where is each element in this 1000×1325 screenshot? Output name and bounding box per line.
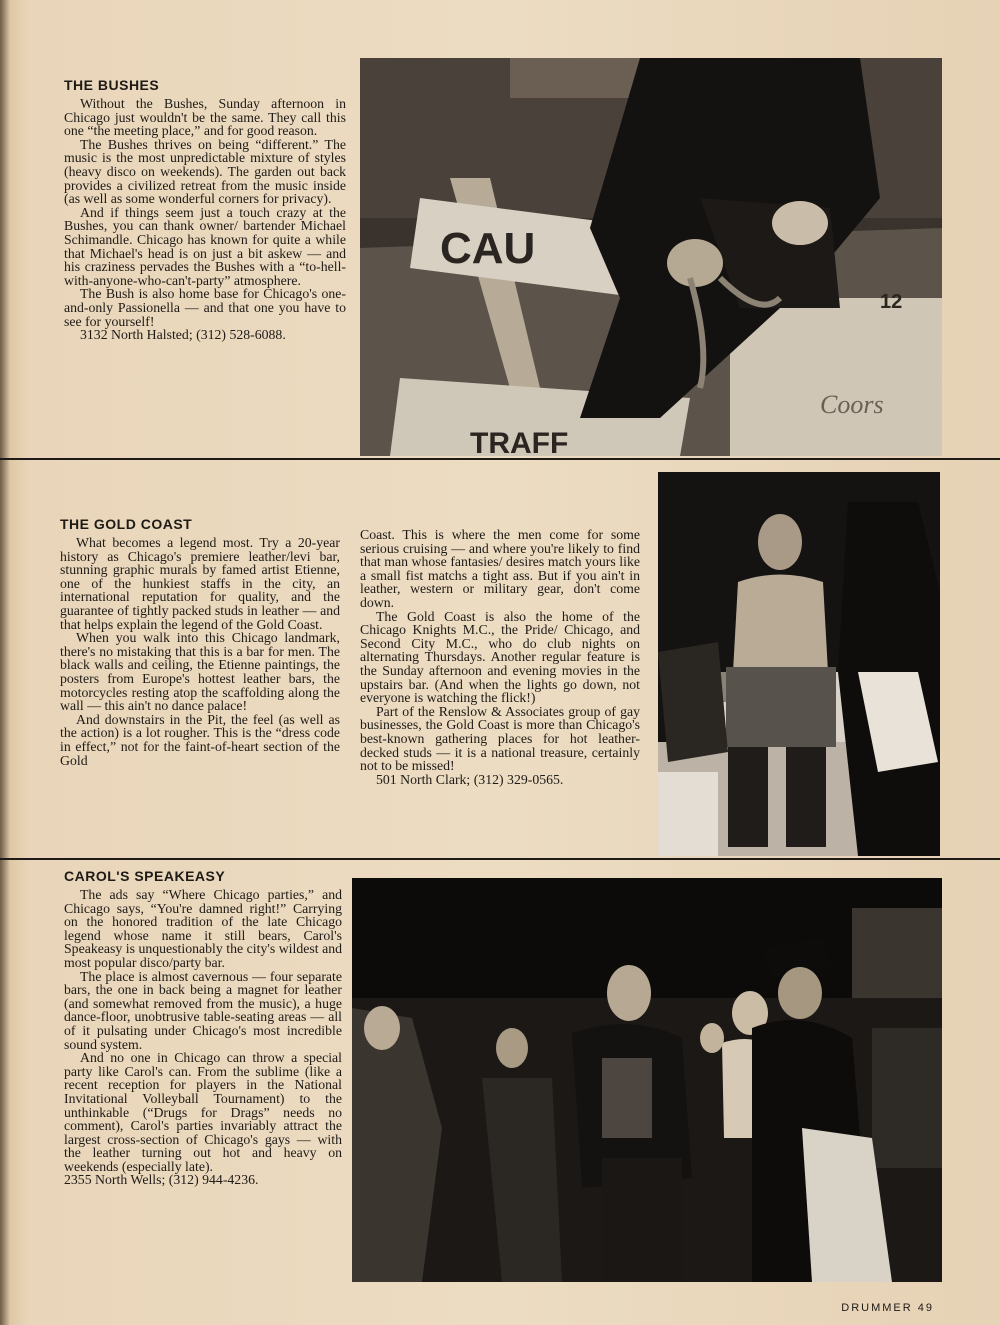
bushes-paragraph: The Bushes thrives on being “different.” The music is the most unpredictable mixture of styles (heavy disco on weekends). The garden out back provides a civilized retreat from the music inside (as well as some wonderful corners for privacy). (64, 136, 346, 207)
bushes-address: 3132 North Halsted; (312) 528-6088. (80, 327, 286, 343)
page-binding-shadow (0, 0, 10, 1325)
carols-address: 2355 North Wells; (312) 944-4236. (64, 1172, 259, 1188)
folio: DRUMMER 49 (841, 1302, 934, 1314)
bushes-photo (360, 58, 942, 456)
carols-paragraph: The place is almost cavernous — four separate bars, the one in back being a magnet for leather (and somewhat removed from the music), a huge dance-floor, unobtrusive table-seating areas — all of it pulsating under Chicago's most incredible sound system. (64, 968, 342, 1052)
gold-coast-paragraph: When you walk into this Chicago landmark, there's no mistaking that this is a bar for men. The black walls and ceiling, the Etienne paintings, the posters from Europe's hottest leather bars, the motorcycles resting atop the scaffolding along the wall — this ain't no dance palace! (60, 630, 340, 714)
gold-coast-continuation: Coast. This is where the men come for some serious cruising — and where you're likely to find that man whose fantasies/ desires match yours like a small fist matchs a tight ass. But if you ain't in leather, western or military gear, don't come down. (360, 527, 640, 610)
gold-coast-paragraph: The Gold Coast is also the home of the Chicago Knights M.C., the Pride/ Chicago, and Second City M.C., who do club nights on alternating Thursdays. Another regular feature is the Sunday afternoon and evening movies in the upstairs bar. (And when the lights go down, not everyone is watching the flick!) (360, 608, 640, 706)
traffic-sign-text: TRAFF (470, 427, 569, 456)
bushes-paragraph: The Bush is also home base for Chicago's one-and-only Passionella — and that one you have to see for yourself! (64, 286, 346, 329)
coors-box-text: Coors (820, 390, 884, 419)
bushes-paragraph: And if things seem just a touch crazy at the Bushes, you can thank owner/ bartender Michael Schimandle. Chicago has known for quite a while that Michael's head is on just a bit askew — and his craziness pervades the Bushes with a “to-hell-with-anyone-who-can't-party” atmosphere. (64, 204, 346, 288)
gold-coast-paragraph: What becomes a legend most. Try a 20-year history as Chicago's premiere leather/levi bar, stunning graphic murals by famed artist Etienne, one of the hunkiest staffs in the city, an international reputation for quality, and the guarantee of tightly packed studs in leather — and that helps explain the legend of the Gold Coast. (60, 535, 340, 632)
gold-coast-column-2 (360, 528, 640, 786)
section-divider (0, 458, 1000, 460)
carols-paragraph: And no one in Chicago can throw a special party like Carol's can. From the sublime (like a recent reception for players in the National Invitational Volleyball Tournament) to the unthinkable (“Drugs for Drags” needs no comment), Carol's parties invariably attract the largest cross-section of Chicago's gays — with the leather turning out hot and heavy on weekends (especially late). (64, 1050, 342, 1174)
gold-coast-paragraph: And downstairs in the Pit, the feel (as well as the action) is a lot rougher. This is the “dress code in effect,” not for the faint-of-heart section of the Gold (60, 711, 340, 768)
box-number-text: 12 (880, 291, 903, 313)
gold-coast-title: THE GOLD COAST (60, 516, 193, 532)
gold-coast-paragraph: Part of the Renslow & Associates group of gay businesses, the Gold Coast is more than Chicago's best-known gathering places for hot leather-decked studs — it is a national treasure, certainly not to be missed! (360, 703, 640, 774)
carols-photo (352, 878, 942, 1282)
carols-title: CAROL'S SPEAKEASY (64, 868, 226, 884)
bushes-article (64, 97, 346, 342)
gold-coast-photo (658, 472, 940, 856)
section-divider (0, 858, 1000, 860)
bushes-title: THE BUSHES (64, 77, 160, 93)
carols-article (64, 888, 342, 1187)
gold-coast-column-1 (60, 536, 340, 767)
bushes-paragraph: Without the Bushes, Sunday afternoon in Chicago just wouldn't be the same. They call this one “the meeting place,” and for good reason. (64, 96, 346, 139)
gold-coast-address: 501 North Clark; (312) 329-0565. (376, 771, 564, 787)
caution-sign-text: CAU (440, 224, 536, 273)
carols-paragraph: The ads say “Where Chicago parties,” and Chicago says, “You're damned right!” Carrying on the honored tradition of the late Chicago legend whose name it still bears, Carol's Speakeasy is unquestionably the city's wildest and most popular disco/party bar. (64, 887, 342, 970)
